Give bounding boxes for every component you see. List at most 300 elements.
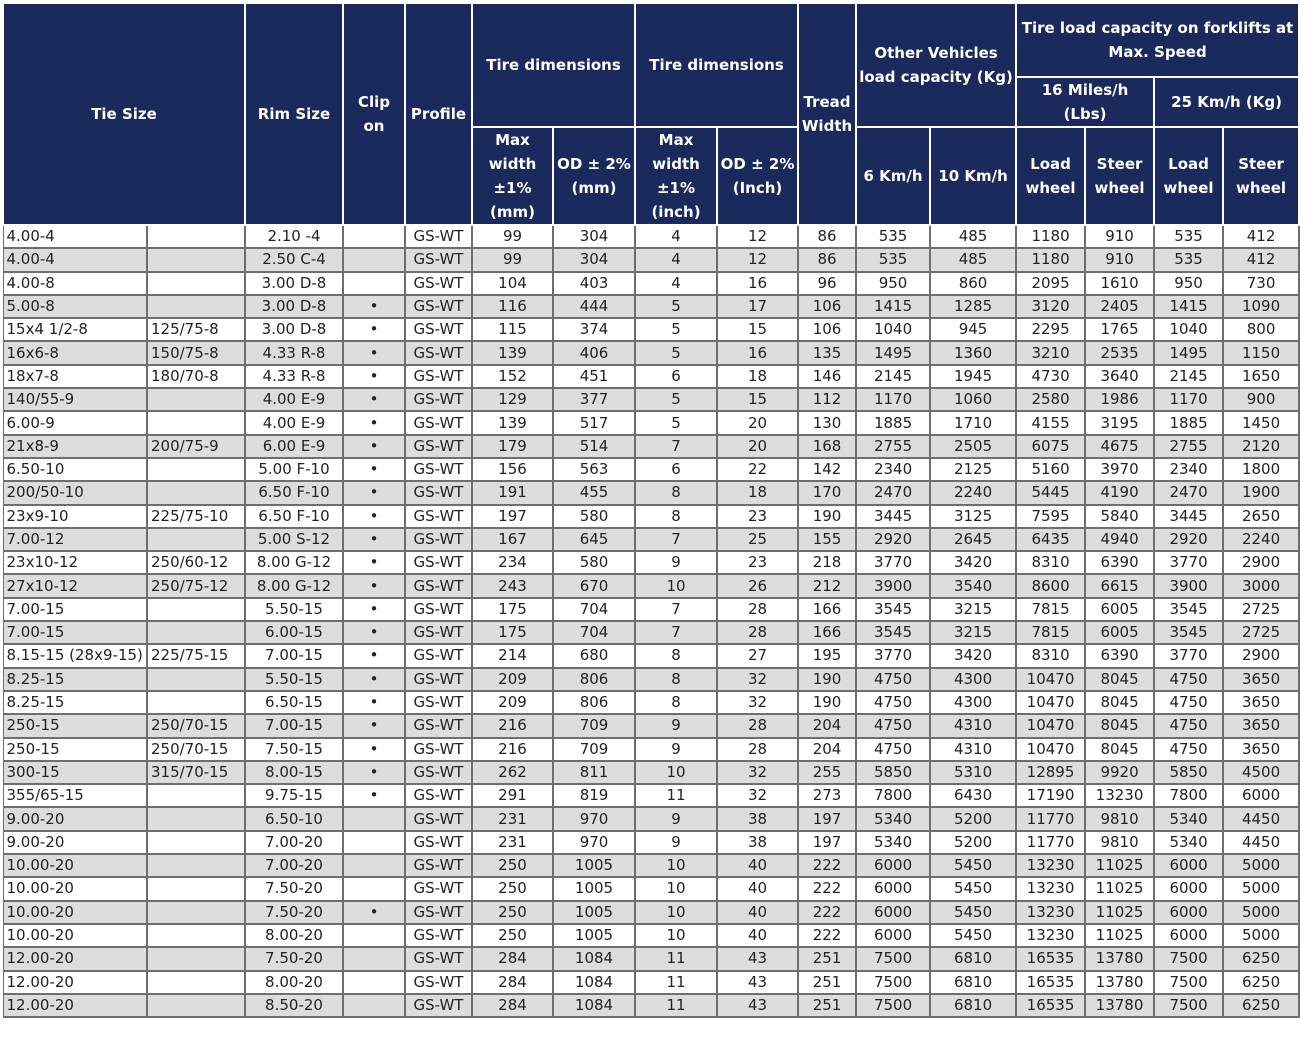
table-cell: 7.00-20 bbox=[245, 831, 343, 854]
table-cell: 12.00-20 bbox=[3, 947, 147, 970]
table-cell: 9920 bbox=[1085, 761, 1154, 784]
table-cell: 945 bbox=[930, 318, 1016, 341]
table-cell: 5000 bbox=[1223, 854, 1299, 877]
table-row bbox=[3, 738, 1299, 761]
table-cell: 5340 bbox=[1154, 807, 1223, 830]
table-cell: 8.00 G-12 bbox=[245, 551, 343, 574]
table-cell: 1150 bbox=[1223, 341, 1299, 364]
table-cell: 99 bbox=[472, 225, 553, 248]
header-steer-wheel-lbs: Steer wheel bbox=[1085, 127, 1154, 225]
table-cell: 6.00-15 bbox=[245, 621, 343, 644]
table-cell: 11770 bbox=[1016, 831, 1085, 854]
table-cell: 190 bbox=[798, 691, 856, 714]
table-cell: GS-WT bbox=[405, 272, 472, 295]
table-cell: 3545 bbox=[1154, 598, 1223, 621]
table-cell: • bbox=[343, 761, 405, 784]
table-cell: 204 bbox=[798, 738, 856, 761]
table-cell: 17190 bbox=[1016, 784, 1085, 807]
table-cell: 3900 bbox=[856, 574, 930, 597]
table-cell: 204 bbox=[798, 714, 856, 737]
table-cell: 17 bbox=[717, 295, 798, 318]
table-cell: 106 bbox=[798, 295, 856, 318]
table-cell: 21x8-9 bbox=[3, 435, 147, 458]
table-row bbox=[3, 691, 1299, 714]
table-cell: • bbox=[343, 784, 405, 807]
table-row bbox=[3, 994, 1299, 1017]
table-cell bbox=[343, 877, 405, 900]
table-cell: 2095 bbox=[1016, 272, 1085, 295]
table-cell bbox=[147, 947, 245, 970]
table-cell: 225/75-10 bbox=[147, 505, 245, 528]
table-cell: 4.00 E-9 bbox=[245, 411, 343, 434]
header-profile: Profile bbox=[405, 3, 472, 225]
table-cell: 406 bbox=[553, 341, 635, 364]
table-cell: GS-WT bbox=[405, 574, 472, 597]
table-cell: 670 bbox=[553, 574, 635, 597]
table-cell: 6.00-9 bbox=[3, 411, 147, 434]
table-cell: GS-WT bbox=[405, 528, 472, 551]
table-cell: 355/65-15 bbox=[3, 784, 147, 807]
table-cell: 104 bbox=[472, 272, 553, 295]
table-cell: 2645 bbox=[930, 528, 1016, 551]
table-cell: GS-WT bbox=[405, 761, 472, 784]
table-cell: 18x7-8 bbox=[3, 365, 147, 388]
table-cell: 6000 bbox=[1223, 784, 1299, 807]
table-cell: 403 bbox=[553, 272, 635, 295]
table-cell: 8.25-15 bbox=[3, 691, 147, 714]
table-cell: GS-WT bbox=[405, 854, 472, 877]
table-cell: 250/70-15 bbox=[147, 714, 245, 737]
table-cell: 7.00-15 bbox=[245, 644, 343, 667]
table-cell: 7500 bbox=[1154, 947, 1223, 970]
table-cell: 9.00-20 bbox=[3, 831, 147, 854]
table-row bbox=[3, 668, 1299, 691]
table-cell: 5 bbox=[635, 411, 717, 434]
table-cell: 6810 bbox=[930, 971, 1016, 994]
table-cell: 950 bbox=[1154, 272, 1223, 295]
table-cell: 23 bbox=[717, 505, 798, 528]
table-cell: 28 bbox=[717, 738, 798, 761]
table-cell: 142 bbox=[798, 458, 856, 481]
table-cell: 5445 bbox=[1016, 481, 1085, 504]
table-cell: 3970 bbox=[1085, 458, 1154, 481]
table-cell: 1450 bbox=[1223, 411, 1299, 434]
table-cell: GS-WT bbox=[405, 924, 472, 947]
table-cell: 970 bbox=[553, 807, 635, 830]
table-cell: 535 bbox=[1154, 225, 1223, 248]
table-cell: 1170 bbox=[1154, 388, 1223, 411]
table-cell: 250/60-12 bbox=[147, 551, 245, 574]
table-cell: 5200 bbox=[930, 807, 1016, 830]
table-cell: 6.50-10 bbox=[3, 458, 147, 481]
table-cell: 22 bbox=[717, 458, 798, 481]
table-cell: 15 bbox=[717, 388, 798, 411]
table-cell: 3445 bbox=[856, 505, 930, 528]
table-cell: 11 bbox=[635, 971, 717, 994]
table-cell: 11 bbox=[635, 784, 717, 807]
table-row bbox=[3, 807, 1299, 830]
table-cell: 4675 bbox=[1085, 435, 1154, 458]
table-cell: 7.50-20 bbox=[245, 877, 343, 900]
table-cell: 291 bbox=[472, 784, 553, 807]
table-cell: 218 bbox=[798, 551, 856, 574]
table-cell: 1415 bbox=[1154, 295, 1223, 318]
table-cell: GS-WT bbox=[405, 435, 472, 458]
header-tire-dimensions-inch: Tire dimensions bbox=[635, 3, 798, 127]
table-cell: 99 bbox=[472, 248, 553, 271]
table-cell: GS-WT bbox=[405, 551, 472, 574]
table-cell: 8 bbox=[635, 505, 717, 528]
table-cell bbox=[343, 854, 405, 877]
table-cell: 2340 bbox=[1154, 458, 1223, 481]
table-cell: 2295 bbox=[1016, 318, 1085, 341]
table-cell: 16535 bbox=[1016, 947, 1085, 970]
table-cell: 6000 bbox=[1154, 877, 1223, 900]
header-forklift-capacity: Tire load capacity on forklifts at Max. Speed bbox=[1016, 3, 1299, 77]
table-row bbox=[3, 924, 1299, 947]
table-cell bbox=[147, 901, 245, 924]
table-cell: 250 bbox=[472, 877, 553, 900]
table-cell bbox=[343, 225, 405, 248]
tire-spec-table bbox=[2, 2, 1300, 1018]
table-cell: 2405 bbox=[1085, 295, 1154, 318]
table-body bbox=[3, 225, 1299, 1017]
table-cell: 32 bbox=[717, 668, 798, 691]
table-cell: 20 bbox=[717, 411, 798, 434]
table-cell: 730 bbox=[1223, 272, 1299, 295]
table-cell: 5200 bbox=[930, 831, 1016, 854]
table-row bbox=[3, 458, 1299, 481]
table-cell: 7500 bbox=[1154, 994, 1223, 1017]
table-cell: 180/70-8 bbox=[147, 365, 245, 388]
table-cell: 1005 bbox=[553, 901, 635, 924]
table-cell: 315/70-15 bbox=[147, 761, 245, 784]
table-cell: • bbox=[343, 668, 405, 691]
table-cell: 43 bbox=[717, 994, 798, 1017]
table-row bbox=[3, 481, 1299, 504]
table-cell: 5840 bbox=[1085, 505, 1154, 528]
header-tie-size: Tie Size bbox=[3, 3, 245, 225]
table-cell: 5340 bbox=[856, 831, 930, 854]
table-cell: 800 bbox=[1223, 318, 1299, 341]
table-cell: GS-WT bbox=[405, 411, 472, 434]
table-cell: 10 bbox=[635, 924, 717, 947]
table-cell: GS-WT bbox=[405, 901, 472, 924]
table-cell: 910 bbox=[1085, 248, 1154, 271]
table-cell bbox=[147, 854, 245, 877]
table-cell: 7.00-15 bbox=[3, 598, 147, 621]
table-cell: 200/75-9 bbox=[147, 435, 245, 458]
table-cell: 26 bbox=[717, 574, 798, 597]
table-cell: 10 bbox=[635, 854, 717, 877]
table-cell bbox=[147, 994, 245, 1017]
table-cell: 86 bbox=[798, 248, 856, 271]
table-cell: 231 bbox=[472, 807, 553, 830]
table-row bbox=[3, 621, 1299, 644]
table-cell: 8045 bbox=[1085, 738, 1154, 761]
table-cell: 250 bbox=[472, 854, 553, 877]
table-cell: • bbox=[343, 505, 405, 528]
table-cell: 3640 bbox=[1085, 365, 1154, 388]
table-cell: 284 bbox=[472, 994, 553, 1017]
table-cell: 4.00-4 bbox=[3, 248, 147, 271]
header-other-vehicles: Other Vehicles load capacity (Kg) bbox=[856, 3, 1016, 127]
table-cell bbox=[147, 971, 245, 994]
table-cell bbox=[147, 924, 245, 947]
table-row bbox=[3, 644, 1299, 667]
table-cell: 3420 bbox=[930, 551, 1016, 574]
table-cell: 6615 bbox=[1085, 574, 1154, 597]
table-row bbox=[3, 388, 1299, 411]
table-cell: 5 bbox=[635, 318, 717, 341]
table-cell: 32 bbox=[717, 784, 798, 807]
table-cell: 4750 bbox=[1154, 691, 1223, 714]
table-cell: GS-WT bbox=[405, 994, 472, 1017]
table-cell: 43 bbox=[717, 971, 798, 994]
table-cell: 250 bbox=[472, 901, 553, 924]
table-row bbox=[3, 411, 1299, 434]
table-cell: 3545 bbox=[856, 621, 930, 644]
table-cell: 262 bbox=[472, 761, 553, 784]
table-cell: 8045 bbox=[1085, 691, 1154, 714]
table-cell: 4750 bbox=[856, 691, 930, 714]
table-cell: 225/75-15 bbox=[147, 644, 245, 667]
table-cell: • bbox=[343, 318, 405, 341]
table-cell: 5160 bbox=[1016, 458, 1085, 481]
table-cell: 3195 bbox=[1085, 411, 1154, 434]
table-cell: 4 bbox=[635, 272, 717, 295]
table-cell: GS-WT bbox=[405, 365, 472, 388]
table-cell: 40 bbox=[717, 854, 798, 877]
table-cell: 1765 bbox=[1085, 318, 1154, 341]
table-cell: 8.00-20 bbox=[245, 924, 343, 947]
table-cell bbox=[147, 877, 245, 900]
table-cell: • bbox=[343, 341, 405, 364]
table-cell: 197 bbox=[472, 505, 553, 528]
table-cell: 2125 bbox=[930, 458, 1016, 481]
table-cell: 2340 bbox=[856, 458, 930, 481]
table-cell: 910 bbox=[1085, 225, 1154, 248]
table-cell: 12.00-20 bbox=[3, 971, 147, 994]
table-cell: 5450 bbox=[930, 854, 1016, 877]
table-cell bbox=[343, 994, 405, 1017]
table-cell: 40 bbox=[717, 901, 798, 924]
table-cell: 9810 bbox=[1085, 807, 1154, 830]
table-cell: 234 bbox=[472, 551, 553, 574]
table-cell: 195 bbox=[798, 644, 856, 667]
table-cell: 5000 bbox=[1223, 901, 1299, 924]
table-cell: 18 bbox=[717, 365, 798, 388]
table-cell: 5310 bbox=[930, 761, 1016, 784]
table-cell: 2.50 C-4 bbox=[245, 248, 343, 271]
table-cell: 4300 bbox=[930, 691, 1016, 714]
table-cell: 16 bbox=[717, 341, 798, 364]
table-cell: 1090 bbox=[1223, 295, 1299, 318]
table-cell: 8 bbox=[635, 644, 717, 667]
table-cell: 16 bbox=[717, 272, 798, 295]
table-cell: 8600 bbox=[1016, 574, 1085, 597]
table-cell: 197 bbox=[798, 831, 856, 854]
table-cell: 216 bbox=[472, 738, 553, 761]
table-cell: 13780 bbox=[1085, 947, 1154, 970]
table-cell: 860 bbox=[930, 272, 1016, 295]
table-cell: 284 bbox=[472, 971, 553, 994]
table-cell: 6435 bbox=[1016, 528, 1085, 551]
table-cell: 1495 bbox=[856, 341, 930, 364]
tire-spec-sheet bbox=[2, 2, 1298, 1018]
table-cell: 6075 bbox=[1016, 435, 1085, 458]
table-cell: 2920 bbox=[1154, 528, 1223, 551]
table-cell: 13230 bbox=[1016, 924, 1085, 947]
table-cell: 6430 bbox=[930, 784, 1016, 807]
table-cell: 7800 bbox=[856, 784, 930, 807]
table-cell: 209 bbox=[472, 668, 553, 691]
table-row bbox=[3, 947, 1299, 970]
table-cell: 9810 bbox=[1085, 831, 1154, 854]
table-cell: GS-WT bbox=[405, 714, 472, 737]
table-cell: 250-15 bbox=[3, 714, 147, 737]
table-cell: 374 bbox=[553, 318, 635, 341]
table-cell: 2900 bbox=[1223, 644, 1299, 667]
table-cell: 1084 bbox=[553, 994, 635, 1017]
table-cell: 8 bbox=[635, 668, 717, 691]
table-row bbox=[3, 248, 1299, 271]
table-cell: 1285 bbox=[930, 295, 1016, 318]
table-cell: 444 bbox=[553, 295, 635, 318]
table-cell bbox=[343, 248, 405, 271]
table-cell: 2470 bbox=[856, 481, 930, 504]
table-cell: 11770 bbox=[1016, 807, 1085, 830]
header-load-wheel-kg: Load wheel bbox=[1154, 127, 1223, 225]
table-cell: 13780 bbox=[1085, 971, 1154, 994]
table-cell: 5450 bbox=[930, 877, 1016, 900]
table-cell: 8.00-20 bbox=[245, 971, 343, 994]
table-cell: 8310 bbox=[1016, 551, 1085, 574]
table-cell: GS-WT bbox=[405, 598, 472, 621]
table-cell: 8 bbox=[635, 691, 717, 714]
table-cell: 300-15 bbox=[3, 761, 147, 784]
table-cell bbox=[147, 295, 245, 318]
table-cell: GS-WT bbox=[405, 877, 472, 900]
table-cell: 5450 bbox=[930, 901, 1016, 924]
table-cell: 2755 bbox=[1154, 435, 1223, 458]
table-cell: 5000 bbox=[1223, 877, 1299, 900]
table-cell: 3215 bbox=[930, 621, 1016, 644]
table-cell: 6000 bbox=[856, 854, 930, 877]
table-cell: 2145 bbox=[1154, 365, 1223, 388]
table-cell: • bbox=[343, 738, 405, 761]
table-cell bbox=[147, 411, 245, 434]
table-cell: 6250 bbox=[1223, 994, 1299, 1017]
table-cell: 3770 bbox=[856, 644, 930, 667]
table-cell: 3650 bbox=[1223, 668, 1299, 691]
table-cell: 1710 bbox=[930, 411, 1016, 434]
table-cell: 112 bbox=[798, 388, 856, 411]
table-cell: 3000 bbox=[1223, 574, 1299, 597]
table-cell: GS-WT bbox=[405, 621, 472, 644]
table-cell: 8045 bbox=[1085, 668, 1154, 691]
table-cell: 129 bbox=[472, 388, 553, 411]
table-cell: GS-WT bbox=[405, 248, 472, 271]
table-cell: 2725 bbox=[1223, 621, 1299, 644]
table-cell: 170 bbox=[798, 481, 856, 504]
table-cell: 190 bbox=[798, 668, 856, 691]
table-cell: 13780 bbox=[1085, 994, 1154, 1017]
table-cell: 1005 bbox=[553, 854, 635, 877]
table-cell: 3.00 D-8 bbox=[245, 295, 343, 318]
table-cell: 13230 bbox=[1016, 877, 1085, 900]
table-cell: 152 bbox=[472, 365, 553, 388]
table-cell: 377 bbox=[553, 388, 635, 411]
table-cell: • bbox=[343, 621, 405, 644]
table-cell: 216 bbox=[472, 714, 553, 737]
table-cell: 130 bbox=[798, 411, 856, 434]
table-cell: • bbox=[343, 388, 405, 411]
table-cell bbox=[343, 807, 405, 830]
table-cell: 10.00-20 bbox=[3, 877, 147, 900]
table-cell: 412 bbox=[1223, 225, 1299, 248]
header-tire-dimensions-mm: Tire dimensions bbox=[472, 3, 635, 127]
table-cell: 10.00-20 bbox=[3, 901, 147, 924]
table-cell: 5850 bbox=[1154, 761, 1223, 784]
table-cell: GS-WT bbox=[405, 481, 472, 504]
table-cell: 10470 bbox=[1016, 714, 1085, 737]
table-cell: 16535 bbox=[1016, 994, 1085, 1017]
table-cell: GS-WT bbox=[405, 738, 472, 761]
table-cell: 4300 bbox=[930, 668, 1016, 691]
table-row bbox=[3, 341, 1299, 364]
table-cell: GS-WT bbox=[405, 388, 472, 411]
table-cell: GS-WT bbox=[405, 784, 472, 807]
table-cell: GS-WT bbox=[405, 807, 472, 830]
table-cell: 1084 bbox=[553, 971, 635, 994]
table-cell: 13230 bbox=[1016, 901, 1085, 924]
table-cell bbox=[147, 481, 245, 504]
table-cell: 1945 bbox=[930, 365, 1016, 388]
table-cell: 106 bbox=[798, 318, 856, 341]
table-cell: • bbox=[343, 528, 405, 551]
table-cell: 1060 bbox=[930, 388, 1016, 411]
table-cell: 175 bbox=[472, 621, 553, 644]
table-cell: 4310 bbox=[930, 738, 1016, 761]
table-cell: 9.00-20 bbox=[3, 807, 147, 830]
table-cell: 96 bbox=[798, 272, 856, 295]
table-cell: 2755 bbox=[856, 435, 930, 458]
table-cell: 900 bbox=[1223, 388, 1299, 411]
table-cell bbox=[343, 924, 405, 947]
table-cell: 15 bbox=[717, 318, 798, 341]
table-cell: 125/75-8 bbox=[147, 318, 245, 341]
table-cell: GS-WT bbox=[405, 318, 472, 341]
table-cell: 9.75-15 bbox=[245, 784, 343, 807]
table-cell bbox=[343, 272, 405, 295]
table-cell: 3770 bbox=[856, 551, 930, 574]
table-cell: 563 bbox=[553, 458, 635, 481]
table-cell: 8.25-15 bbox=[3, 668, 147, 691]
table-cell: 7.50-15 bbox=[245, 738, 343, 761]
table-cell bbox=[147, 225, 245, 248]
table-cell: 2145 bbox=[856, 365, 930, 388]
header-tread-width: Tread Width bbox=[798, 3, 856, 225]
table-cell: 135 bbox=[798, 341, 856, 364]
table-cell bbox=[147, 784, 245, 807]
table-cell bbox=[343, 947, 405, 970]
table-cell: 4 bbox=[635, 248, 717, 271]
table-cell: 1885 bbox=[856, 411, 930, 434]
table-cell: GS-WT bbox=[405, 458, 472, 481]
table-cell: 2505 bbox=[930, 435, 1016, 458]
table-cell: • bbox=[343, 574, 405, 597]
